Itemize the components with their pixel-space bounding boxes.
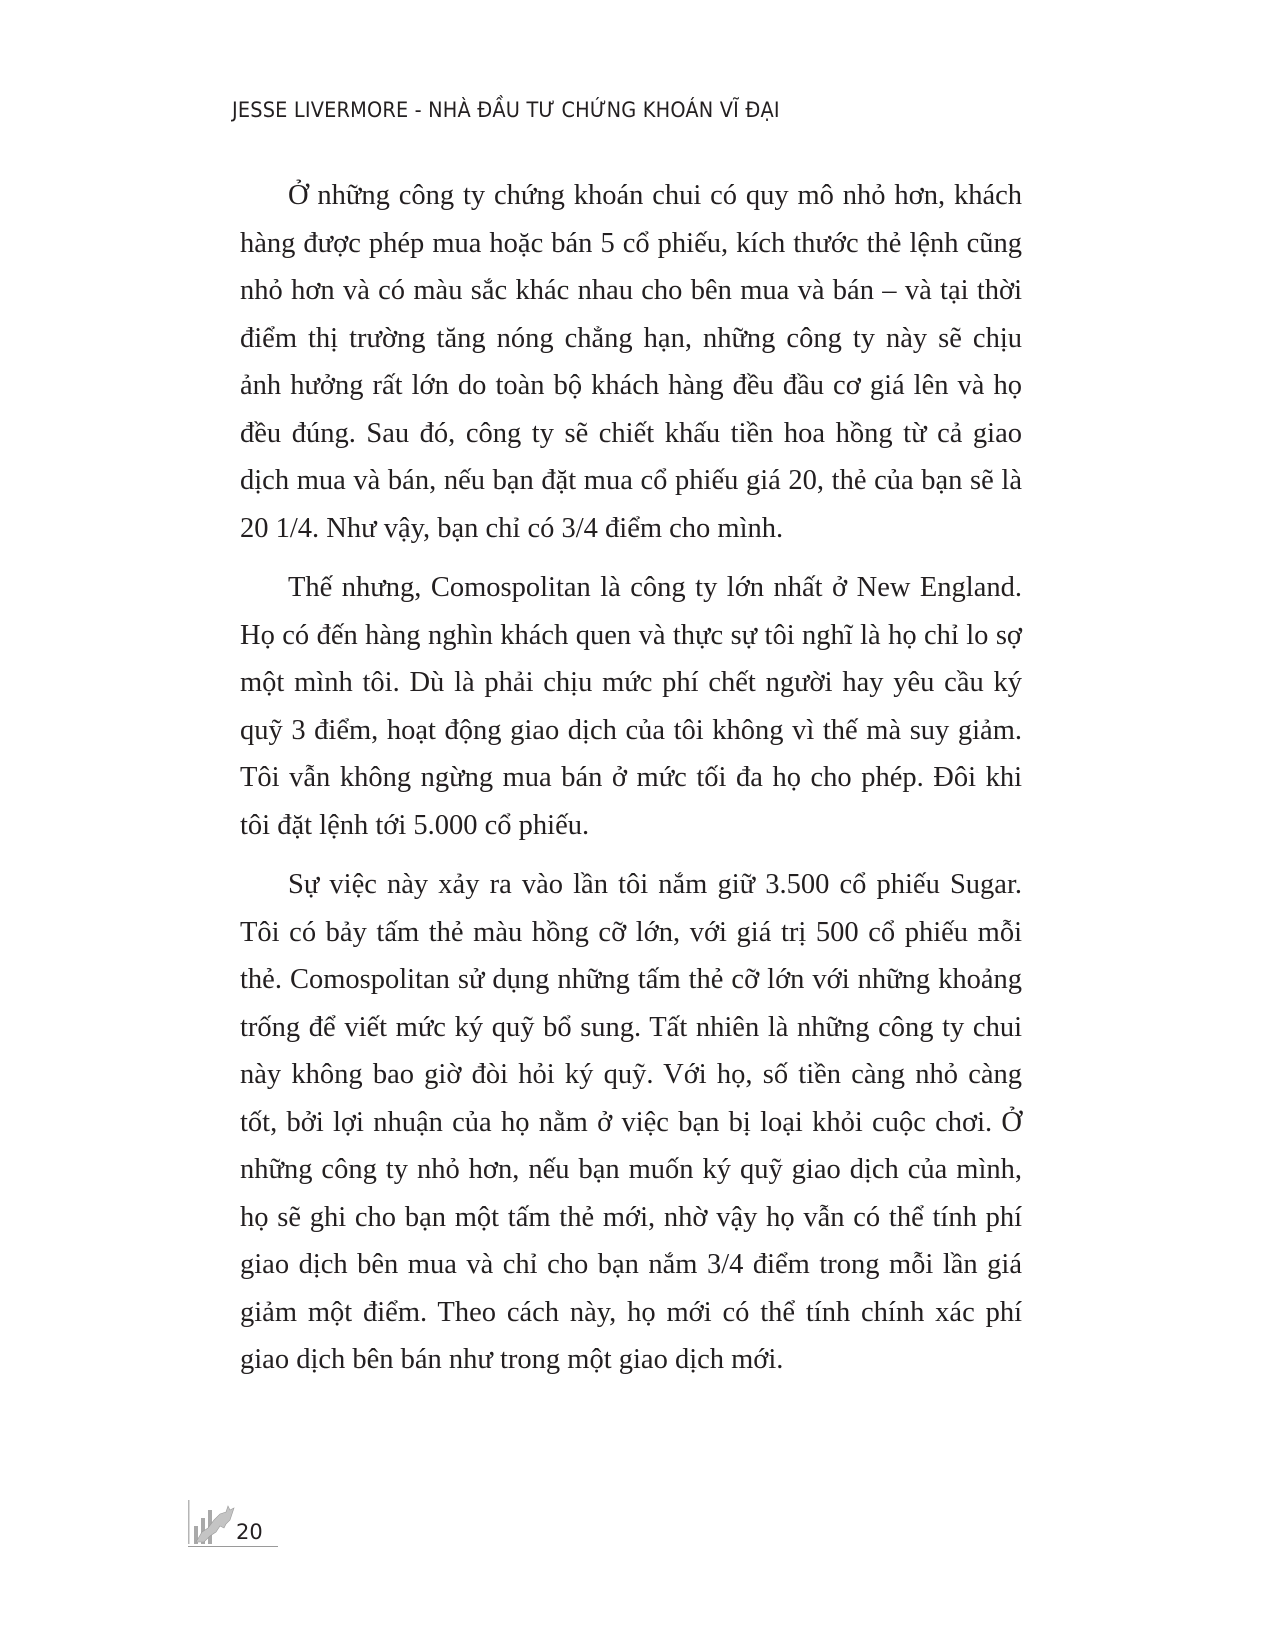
page-footer — [188, 1498, 288, 1550]
paragraph-3: Sự việc này xảy ra vào lần tôi nắm giữ 3.500 cổ phiếu Sugar. Tôi có bảy tấm thẻ màu hồng cỡ lớn, với giá trị 500 cổ phiếu mỗi thẻ. Comospolitan sử dụng những tấm thẻ cỡ lớn với những khoảng trống để viết mức ký quỹ bổ sung. Tất nhiên là những công ty chui này không bao giờ đòi hỏi ký quỹ. Với họ, số tiền càng nhỏ càng tốt, bởi lợi nhuận của họ nằm ở việc bạn bị loại khỏi cuộc chơi. Ở những công ty nhỏ hơn, nếu bạn muốn ký quỹ giao dịch của mình, họ sẽ ghi cho bạn một tấm thẻ mới, nhờ vậy họ vẫn có thể tính phí giao dịch bên mua và chỉ cho bạn nắm 3/4 điểm trong mỗi lần giá giảm một điểm. Theo cách này, họ mới có thể tính chính xác phí giao dịch bên bán như trong một giao dịch mới. — [240, 869, 1022, 1375]
paragraph-2: Thế nhưng, Comospolitan là công ty lớn nhất ở New England. Họ có đến hàng nghìn khách quen và thực sự tôi nghĩ là họ chỉ lo sợ một mình tôi. Dù là phải chịu mức phí chết người hay yêu cầu ký quỹ 3 điểm, hoạt động giao dịch của tôi không vì thế mà suy giảm. Tôi vẫn không ngừng mua bán ở mức tối đa họ cho phép. Đôi khi tôi đặt lệnh tới 5.000 cổ phiếu. — [240, 572, 1022, 841]
running-header: JESSE LIVERMORE - NHÀ ĐẦU TƯ CHỨNG KHOÁN VĨ ĐẠI — [232, 98, 780, 122]
paragraph-1: Ở những công ty chứng khoán chui có quy mô nhỏ hơn, khách hàng được phép mua hoặc bán 5 cổ phiếu, kích thước thẻ lệnh cũng nhỏ hơn và có màu sắc khác nhau cho bên mua và bán – và tại thời điểm thị trường tăng nóng chẳng hạn, những công ty này sẽ chịu ảnh hưởng rất lớn do toàn bộ khách hàng đều đầu cơ giá lên và họ đều đúng. Sau đó, công ty sẽ chiết khấu tiền hoa hồng từ cả giao dịch mua và bán, nếu bạn đặt mua cổ phiếu giá 20, thẻ của bạn sẽ là 20 1/4. Như vậy, bạn chỉ có 3/4 điểm cho mình. — [240, 180, 1022, 544]
footer-rule — [188, 1546, 278, 1547]
page-number: 20 — [236, 1520, 263, 1544]
body-text — [240, 172, 1022, 1396]
